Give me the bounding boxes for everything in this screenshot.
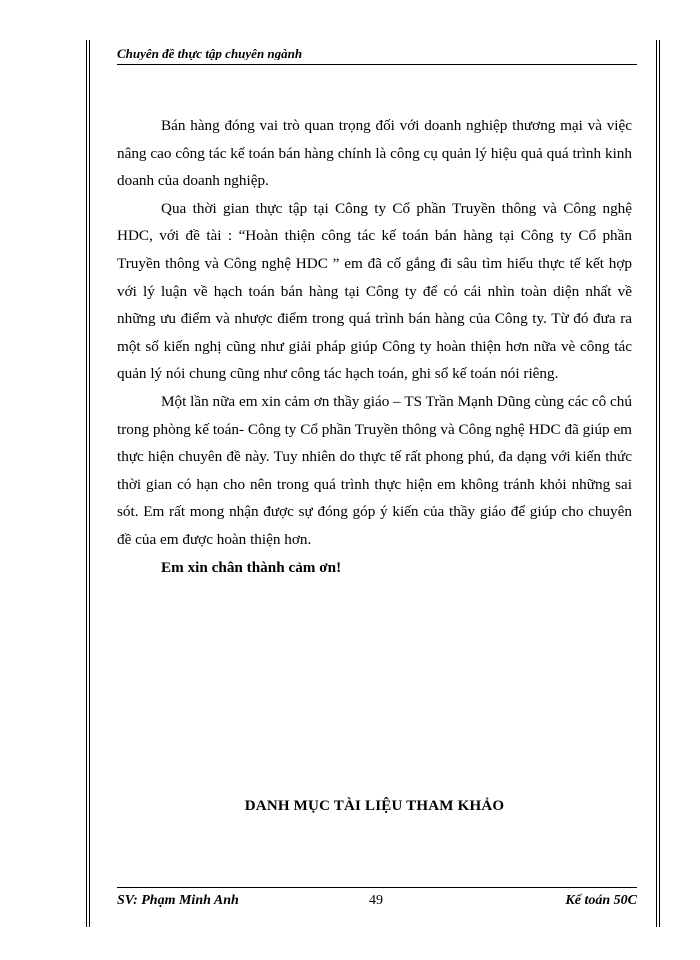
footer-class-name: Kế toán 50C: [565, 893, 637, 908]
page-header: [117, 46, 637, 65]
header-title: Chuyên đề thực tập chuyên ngành: [117, 46, 303, 60]
closing-line: Em xin chân thành cảm ơn!: [161, 558, 342, 576]
page-footer: [117, 892, 637, 908]
paragraph-1: Bán hàng đóng vai trò quan trọng đối với doanh nghiệp thương mại và việc nâng cao công tác kế toán bán hàng chính là công cụ quản lý hiệu quả quá trình kinh doanh của doanh nghiệp.: [117, 117, 632, 190]
references-title: DANH MỤC TÀI LIỆU THAM KHẢO: [244, 798, 505, 814]
footer-rule: [117, 887, 637, 888]
footer-student-name: SV: Phạm Minh Anh: [117, 893, 239, 908]
footer-page-number: 49: [369, 893, 383, 908]
body-text: [117, 112, 632, 581]
paragraph-2: Qua thời gian thực tập tại Công ty Cổ phần Truyền thông và Công nghệ HDC, với đề tài : “Hoàn thiện công tác kế toán bán hàng tại Công ty Cổ phần Truyền thông và Công nghệ HDC ” em đã cố gắng đi sâu tìm hiểu thực tế kết hợp với lý luận về hạch toán bán hàng tại Công ty để có cái nhìn toàn diện nhất về những ưu điểm và nhược điểm trong quá trình bán hàng của Công ty. Từ đó đưa ra một số kiến nghị cũng như giải pháp giúp Công ty hoàn thiện hơn nữa vè công tác quản lý nói chung cũng như công tác hạch toán, ghi sổ kế toán nói riêng.: [117, 199, 632, 383]
paragraph-3: Một lần nữa em xin cảm ơn thầy giáo – TS Trần Mạnh Dũng cùng các cô chú trong phòng kế toán- Công ty Cổ phần Truyền thông và Công nghệ HDC đã giúp em thực hiện chuyên đề này. Tuy nhiên do thực tế rất phong phú, đa dạng với kiến thức thời gian có hạn cho nên trong quá trình thực hiện em không tránh khỏi những sai sót. Em rất mong nhận được sự đóng góp ý kiến của thầy giáo để giúp cho chuyên đề của em được hoàn thiện hơn.: [117, 392, 632, 548]
